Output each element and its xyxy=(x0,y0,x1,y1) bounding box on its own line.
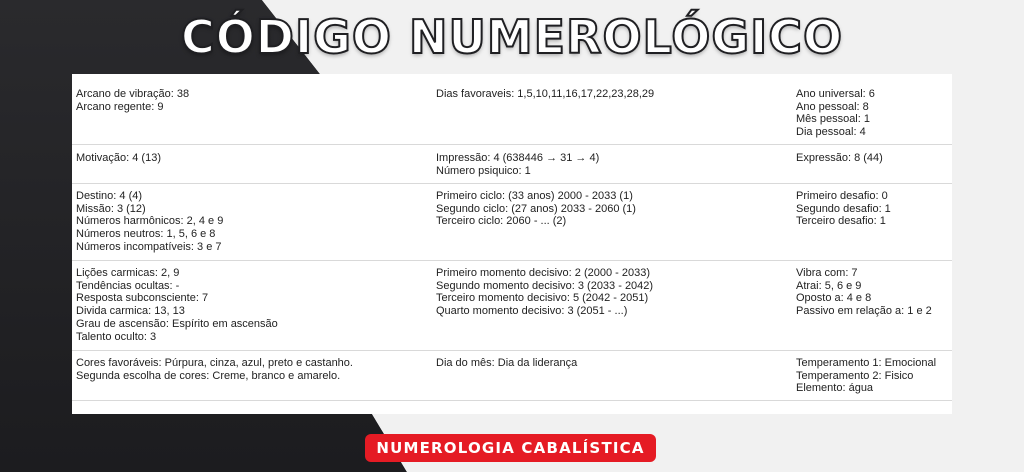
table-cell xyxy=(436,357,577,370)
cell-text: Primeiro desafio: 0 xyxy=(796,190,888,202)
table-row xyxy=(72,144,952,184)
cell-text: Grau de ascensão: Espírito em ascensão xyxy=(76,317,278,330)
cell-text: Divida carmica: 13, 13 xyxy=(76,305,185,318)
table-cell xyxy=(76,88,189,113)
table-cell xyxy=(436,88,654,101)
cell-text: Expressão: 8 (44) xyxy=(796,152,883,164)
cell-text: Destino: 4 (4) xyxy=(76,190,143,202)
table-cell xyxy=(796,88,875,139)
table-cell xyxy=(76,357,353,382)
cell-text: Números neutros: 1, 5, 6 e 8 xyxy=(76,228,216,241)
footer-badge: NUMEROLOGIA CABALÍSTICA xyxy=(365,434,656,462)
cell-text: Resposta subconsciente: 7 xyxy=(76,292,209,305)
cell-text: Terceiro desafio: 1 xyxy=(796,215,886,228)
table-row xyxy=(72,350,952,401)
cell-text: Passivo em relação a: 1 e 2 xyxy=(796,305,932,318)
cell-text: Temperamento 1: Emocional xyxy=(796,357,937,369)
table-cell xyxy=(76,190,223,254)
cell-text: Segundo momento decisivo: 3 (2033 - 2042) xyxy=(436,279,654,292)
cell-text: Temperamento 2: Fisico xyxy=(796,369,914,382)
cell-text: Elemento: água xyxy=(796,382,874,395)
cell-text: Número psiquico: 1 xyxy=(436,164,531,177)
cell-text: Primeiro momento decisivo: 2 (2000 - 2033) xyxy=(436,267,650,279)
cell-text: Terceiro momento decisivo: 5 (2042 - 2051) xyxy=(436,292,649,305)
cell-text: Quarto momento decisivo: 3 (2051 - ...) xyxy=(436,305,628,318)
table-cell xyxy=(436,190,636,228)
cell-text: Segundo ciclo: (27 anos) 2033 - 2060 (1) xyxy=(436,202,636,215)
cell-text: Cores favoráveis: Púrpura, cinza, azul, preto e castanho. xyxy=(76,357,353,369)
cell-text: Motivação: 4 (13) xyxy=(76,152,161,164)
cell-text: Arcano regente: 9 xyxy=(76,100,164,113)
cell-text: Talento oculto: 3 xyxy=(76,330,157,343)
cell-text: Números harmônicos: 2, 4 e 9 xyxy=(76,215,224,228)
table-cell xyxy=(436,152,599,177)
cell-text: Oposto a: 4 e 8 xyxy=(796,292,872,305)
cell-text: Dia do mês: Dia da liderança xyxy=(436,357,578,369)
cell-text: Ano universal: 6 xyxy=(796,88,875,100)
table-cell xyxy=(796,152,883,165)
table-row xyxy=(72,183,952,261)
table-cell xyxy=(796,190,891,228)
table-cell xyxy=(76,152,161,165)
numerology-table xyxy=(72,74,952,414)
table-cell xyxy=(76,267,278,343)
cell-text: Segundo desafio: 1 xyxy=(796,202,891,215)
cell-text: Terceiro ciclo: 2060 - ... (2) xyxy=(436,215,567,228)
cell-text: Dia pessoal: 4 xyxy=(796,126,866,139)
table-cell xyxy=(436,267,653,318)
page-title: CÓDIGO NUMEROLÓGICO xyxy=(180,10,844,64)
table-cell xyxy=(796,267,932,318)
table-row xyxy=(72,74,952,145)
cell-text: Números incompatíveis: 3 e 7 xyxy=(76,240,222,253)
cell-text: Segunda escolha de cores: Creme, branco e amarelo. xyxy=(76,369,341,382)
cell-text: Atrai: 5, 6 e 9 xyxy=(796,279,862,292)
cell-text: Lições carmicas: 2, 9 xyxy=(76,267,180,279)
cell-text: Primeiro ciclo: (33 anos) 2000 - 2033 (1) xyxy=(436,190,633,202)
cell-text: Dias favoraveis: 1,5,10,11,16,17,22,23,28,29 xyxy=(436,88,655,100)
cell-text: Vibra com: 7 xyxy=(796,267,858,279)
cell-text: Impressão: 4 (638446 → 31 → 4) xyxy=(436,152,600,164)
cell-text: Mês pessoal: 1 xyxy=(796,113,870,126)
cell-text: Tendências ocultas: - xyxy=(76,279,180,292)
cell-text: Arcano de vibração: 38 xyxy=(76,88,190,100)
table-cell xyxy=(796,357,936,395)
table-row xyxy=(72,260,952,351)
cell-text: Missão: 3 (12) xyxy=(76,202,146,215)
cell-text: Ano pessoal: 8 xyxy=(796,100,869,113)
